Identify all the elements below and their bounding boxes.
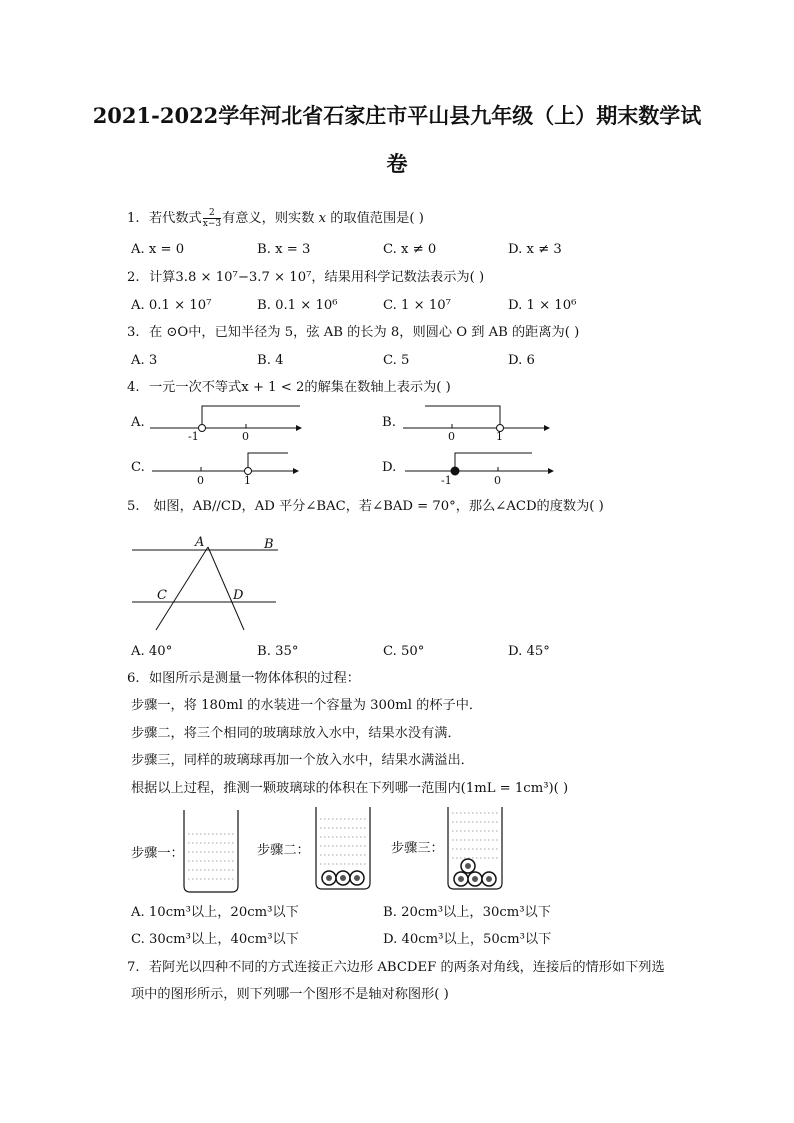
number-line-b <box>403 402 553 442</box>
tick-label: -1 <box>188 430 199 443</box>
question-2-option-d[interactable]: D. 1 × 10⁶ <box>508 298 577 313</box>
question-6-step-1: 步骤一，将 180ml 的水装进一个容量为 300ml 的杯子中． <box>131 698 483 713</box>
question-4-stem: 4. 一元一次不等式x + 1 < 2的解集在数轴上表示为( ) <box>127 380 451 395</box>
tick-label: 0 <box>494 474 501 487</box>
question-6-number: 6. <box>127 671 140 686</box>
question-3-option-c[interactable]: C. 5 <box>383 353 410 368</box>
question-4-option-d[interactable]: D. <box>382 460 397 475</box>
question-2-number: 2. <box>127 270 140 285</box>
question-5-option-a[interactable]: A. 40° <box>131 644 173 659</box>
question-1-option-a[interactable]: A. x = 0 <box>131 242 185 257</box>
question-2-option-a[interactable]: A. 0.1 × 10⁷ <box>131 298 212 313</box>
question-6-ask: 根据以上过程，推测一颗玻璃球的体积在下列哪一范围内(1mL = 1cm³)( ) <box>131 781 569 796</box>
question-2-option-b[interactable]: B. 0.1 × 10⁶ <box>257 298 338 313</box>
question-6-step-2: 步骤二，将三个相同的玻璃球放入水中，结果水没有满． <box>131 726 461 741</box>
title-line-2: 卷 <box>386 151 408 176</box>
beaker-step-2 <box>314 805 374 891</box>
question-2-stem: 2. 计算3.8 × 10⁷−3.7 × 10⁷，结果用科学记数法表示为( ) <box>127 270 485 285</box>
parallel-lines-figure <box>128 530 288 638</box>
question-1-option-d[interactable]: D. x ≠ 3 <box>508 242 562 257</box>
tick-label: 1 <box>496 430 503 443</box>
question-1-number: 1. <box>127 211 140 226</box>
question-6-option-c[interactable]: C. 30cm³以上，40cm³以下 <box>131 932 299 947</box>
question-6-stem: 6. 如图所示是测量一物体体积的过程： <box>127 671 360 686</box>
question-7-number: 7. <box>127 960 140 975</box>
question-4-option-a[interactable]: A. <box>131 415 145 430</box>
question-5-number: 5. <box>127 499 140 514</box>
point-label-a: A <box>195 535 205 550</box>
question-1-option-b[interactable]: B. x = 3 <box>257 242 311 257</box>
question-4-option-c[interactable]: C. <box>131 460 145 475</box>
point-label-c: C <box>157 588 167 603</box>
question-7-stem: 7. 若阿光以四种不同的方式连接正六边形 ABCDEF 的两条对角线，连接后的情形如下列选 <box>127 960 665 975</box>
beaker-step-1 <box>182 808 242 894</box>
question-3-option-d[interactable]: D. 6 <box>508 353 535 368</box>
point-label-d: D <box>233 588 244 603</box>
tick-label: 1 <box>244 474 251 487</box>
question-1-stem: 1. 若代数式 $\frac{2}{x-3}$ 有意义，则实数 x 的取值范围是( ) <box>127 208 424 229</box>
number-line-c <box>152 447 302 487</box>
beaker-label-3: 步骤三： <box>391 841 444 856</box>
question-4-number: 4. <box>127 380 140 395</box>
question-5-option-c[interactable]: C. 50° <box>383 644 425 659</box>
tick-label: 0 <box>242 430 249 443</box>
exam-title <box>60 92 734 188</box>
question-5-option-b[interactable]: B. 35° <box>257 644 299 659</box>
question-6-option-d[interactable]: D. 40cm³以上，50cm³以下 <box>383 932 552 947</box>
question-6-option-a[interactable]: A. 10cm³以上，20cm³以下 <box>131 905 299 920</box>
tick-label: 0 <box>448 430 455 443</box>
question-6-option-b[interactable]: B. 20cm³以上，30cm³以下 <box>383 905 551 920</box>
point-label-b: B <box>264 537 274 552</box>
question-2-option-c[interactable]: C. 1 × 10⁷ <box>383 298 451 313</box>
beaker-label-2: 步骤二： <box>257 843 310 858</box>
number-line-a <box>150 402 300 442</box>
question-7-stem-line-2: 项中的图形所示，则下列哪一个图形不是轴对称图形( ) <box>131 987 449 1002</box>
number-line-d <box>405 447 555 487</box>
beaker-step-3 <box>446 805 506 891</box>
question-4-option-b[interactable]: B. <box>382 415 396 430</box>
question-1-option-c[interactable]: C. x ≠ 0 <box>383 242 437 257</box>
question-5-stem: 5. 如图，AB//CD，AD 平分∠BAC，若∠BAD = 70°，那么∠ACD的度数为( ) <box>127 499 604 514</box>
beaker-label-1: 步骤一： <box>131 846 184 861</box>
title-line-1: 2021-2022学年河北省石家庄市平山县九年级（上）期末数学试 <box>92 103 702 128</box>
question-3-option-a[interactable]: A. 3 <box>131 353 158 368</box>
question-5-option-d[interactable]: D. 45° <box>508 644 550 659</box>
question-3-option-b[interactable]: B. 4 <box>257 353 284 368</box>
tick-label: -1 <box>441 474 452 487</box>
fraction: $\frac{2}{x-3}$ <box>202 208 222 229</box>
question-3-number: 3. <box>127 325 140 340</box>
tick-label: 0 <box>197 474 204 487</box>
question-3-stem: 3. 在 ⊙O中，已知半径为 5，弦 AB 的长为 8，则圆心 O 到 AB 的距离为( ) <box>127 325 580 340</box>
question-6-step-3: 步骤三，同样的玻璃球再加一个放入水中，结果水满溢出． <box>131 753 474 768</box>
